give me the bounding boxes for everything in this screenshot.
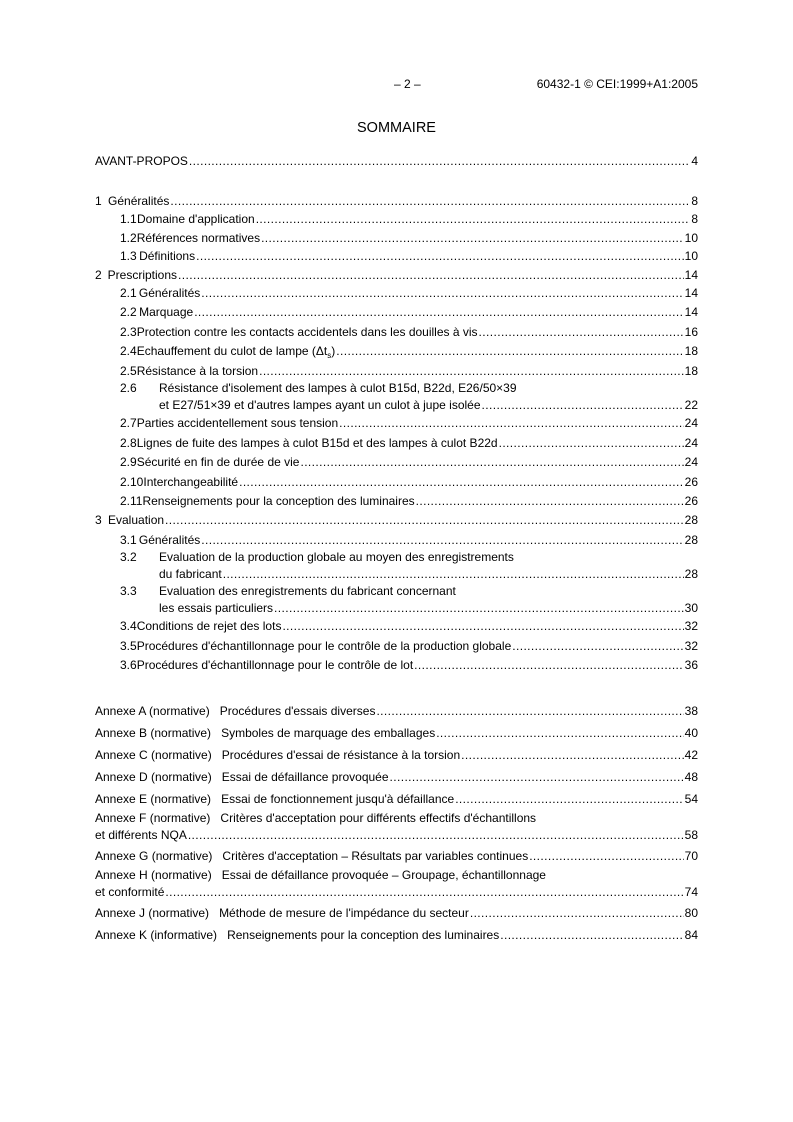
toc-entry-number: 2.2 — [120, 305, 137, 320]
toc-entry-3-1[interactable] — [95, 531, 698, 550]
toc-entry-label: Définitions — [139, 249, 196, 263]
toc-entry-label-cont: et conformité — [95, 885, 165, 900]
toc-entry-1-2[interactable] — [95, 229, 698, 248]
toc-entry-label — [95, 722, 435, 744]
toc-entry-label: Renseignements pour la conception des luminaires — [142, 494, 415, 509]
toc-entry-label: Généralités — [138, 286, 201, 300]
toc-entry-page: 24 — [684, 416, 698, 431]
toc-entry-label: Résistance d'isolement des lampes à culot B15d, B22d, E26/50×39 — [159, 380, 517, 395]
toc-entry-page: 42 — [684, 748, 698, 763]
toc-entry-1-3[interactable] — [95, 247, 698, 266]
toc-entry-label: Protection contre les contacts accidentels dans les douilles à vis — [136, 324, 478, 339]
toc-entry-number: 1.3 — [120, 249, 137, 263]
toc-annex-a[interactable] — [95, 700, 698, 722]
toc-annex-d[interactable] — [95, 766, 698, 788]
annex-title: Méthode de mesure de l'impédance du secteur — [219, 906, 469, 921]
toc-entry-number: 2.1 — [120, 286, 137, 300]
toc-entry-label — [137, 342, 336, 362]
page-number: – 2 – — [394, 77, 421, 91]
toc-entry-label: Procédures d'échantillonnage pour le contrôle de lot — [136, 657, 414, 672]
toc-entry-number: 3.5 — [120, 638, 137, 653]
annex-code: Annexe B (normative) — [95, 726, 212, 741]
page-header — [95, 77, 698, 93]
toc-entry-3-4[interactable] — [95, 617, 698, 636]
toc-entry-page: 32 — [684, 638, 698, 653]
annex-title: Critères d'acceptation pour différents effectifs d'échantillons — [220, 811, 537, 826]
page-title: SOMMAIRE — [357, 120, 436, 136]
toc-entry-label: Conditions de rejet des lots — [136, 619, 282, 634]
annex-code: Annexe F (normative) — [95, 811, 211, 826]
toc-section-2[interactable] — [95, 266, 698, 285]
toc-entry-2-4[interactable] — [95, 342, 698, 361]
annex-code: Annexe G (normative) — [95, 849, 213, 864]
toc-entry-2-7[interactable] — [95, 414, 698, 433]
toc-entry-label: Prescriptions — [107, 267, 178, 282]
toc-entry-label: Références normatives — [136, 230, 261, 245]
toc-entry-page: 28 — [684, 532, 698, 547]
toc-entry-label: Marquage — [139, 305, 194, 320]
toc-entry-2-11[interactable] — [95, 492, 698, 511]
annex-title: Critères d'acceptation – Résultats par variables continues — [222, 849, 529, 864]
toc-entry-label-end: ) — [331, 344, 336, 359]
toc-entry-page: 14 — [684, 267, 698, 282]
toc-entry-label: Procédures d'échantillonnage pour le contrôle de la production globale — [136, 638, 512, 653]
toc-entry-3-2[interactable] — [95, 565, 698, 584]
toc-entry-page: 80 — [684, 906, 698, 921]
toc-entry-label: Evaluation de la production globale au moyen des enregistrements — [159, 550, 514, 565]
toc-annex-e[interactable] — [95, 788, 698, 810]
toc-entry-page: 24 — [684, 455, 698, 470]
toc-entry-page: 36 — [684, 657, 698, 672]
toc-entry-label — [95, 788, 454, 810]
toc-entry-3-6[interactable] — [95, 656, 698, 675]
toc-section-3[interactable] — [95, 511, 698, 530]
toc-entry-label — [95, 744, 460, 766]
toc-entry-label: Généralités — [108, 193, 170, 208]
toc-entry-page: 18 — [684, 344, 698, 359]
toc-entry-3-3-first-line[interactable] — [95, 584, 698, 599]
toc-entry-label — [95, 766, 389, 788]
annex-title: Symboles de marquage des emballages — [221, 726, 436, 741]
toc-annex-f-first-line[interactable] — [95, 810, 698, 826]
annex-code: Annexe J (normative) — [95, 906, 210, 921]
annex-code: Annexe K (informative) — [95, 928, 218, 943]
toc-entry-label-text: Echauffement du culot de lampe (Δt — [136, 344, 328, 359]
toc-entry-label-cont: et différents NQA — [95, 828, 187, 843]
toc-entry-number: 3.6 — [120, 657, 137, 672]
toc-entry-2-3[interactable] — [95, 323, 698, 342]
toc-entry-number: 3.4 — [120, 619, 137, 634]
toc-entry-number: 2.10 — [120, 474, 144, 489]
toc-entry-label-cont: et E27/51×39 et d'autres lampes ayant un culot à jupe isolée — [159, 397, 481, 412]
toc-entry-number: 2.8 — [120, 435, 137, 450]
toc-entry-2-8[interactable] — [95, 434, 698, 453]
toc-entry-2-6[interactable] — [95, 396, 698, 415]
toc-entry-2-5[interactable] — [95, 362, 698, 381]
toc-entry-page: 54 — [684, 792, 698, 807]
toc-entry-page: 26 — [684, 474, 698, 489]
toc-entry-page: 48 — [684, 770, 698, 785]
toc-annex-c[interactable] — [95, 744, 698, 766]
toc-entry-2-10[interactable] — [95, 473, 698, 492]
toc-entry-number: 2.6 — [120, 380, 137, 395]
toc-entry-3-3[interactable] — [95, 599, 698, 618]
toc-entry-number: 1.2 — [120, 230, 137, 245]
toc-entry-page: 58 — [684, 828, 698, 843]
annex-title: Essai de défaillance provoquée – Groupage, échantillonnage — [221, 868, 546, 883]
toc-annex-b[interactable] — [95, 722, 698, 744]
toc-section-1[interactable] — [95, 192, 698, 211]
toc-entry-3-5[interactable] — [95, 637, 698, 656]
toc-entry-page: 22 — [684, 397, 698, 412]
toc-entry-2-2[interactable] — [95, 303, 698, 322]
toc-entry-page: 10 — [684, 249, 698, 263]
toc-entry-label: Evaluation — [108, 513, 165, 528]
annex-title: Essai de fonctionnement jusqu'à défaillance — [221, 792, 455, 807]
toc-entry-label-cont: du fabricant — [159, 567, 222, 582]
annex-code: Annexe C (normative) — [95, 748, 212, 763]
toc-entry-page: 24 — [684, 435, 698, 450]
toc-entry-label: Interchangeabilité — [143, 474, 239, 489]
toc-entry-2-9[interactable] — [95, 453, 698, 472]
toc-entry-label: AVANT-PROPOS — [95, 154, 188, 168]
toc-entry-label: Sécurité en fin de durée de vie — [136, 455, 300, 470]
toc-entry-2-6-first-line[interactable] — [95, 381, 698, 396]
toc-entry-label: Domaine d'application — [137, 212, 255, 226]
subscript: s — [327, 351, 332, 361]
toc-entry-label: Parties accidentellement sous tension — [136, 416, 339, 431]
toc-entry-page: 32 — [684, 619, 698, 634]
table-of-contents — [95, 152, 698, 946]
toc-entry-label-cont: les essais particuliers — [159, 600, 274, 615]
annex-title: Essai de défaillance provoquée — [221, 770, 389, 785]
toc-annex-j[interactable] — [95, 902, 698, 924]
annex-title: Procédures d'essais diverses — [219, 704, 376, 719]
toc-entry-page: 18 — [684, 363, 698, 378]
annex-code: Annexe D (normative) — [95, 770, 212, 785]
toc-annex-g[interactable] — [95, 845, 698, 867]
annex-title: Renseignements pour la conception des luminaires — [227, 928, 500, 943]
toc-entry-number: 2.4 — [120, 344, 137, 359]
toc-entry-label — [95, 845, 528, 867]
toc-entry-number: 3.2 — [120, 550, 137, 565]
toc-entry-number: 2.3 — [120, 324, 137, 339]
toc-entry-page: 84 — [684, 928, 698, 943]
toc-entry-page: 40 — [684, 726, 698, 741]
toc-entry-label — [95, 924, 499, 946]
toc-entry-page: 14 — [684, 286, 698, 300]
toc-entry-page: 70 — [684, 849, 698, 864]
toc-entry-page: 4 — [691, 154, 698, 168]
toc-section-number: 1 — [95, 193, 102, 208]
toc-entry-number: 3.3 — [120, 583, 137, 598]
toc-entry-foreword[interactable] — [95, 152, 698, 171]
toc-entry-page: 8 — [691, 212, 698, 226]
toc-entry-page: 28 — [684, 513, 698, 528]
toc-annex-k[interactable] — [95, 924, 698, 946]
toc-annex-h[interactable] — [95, 883, 698, 902]
toc-entry-page: 38 — [684, 704, 698, 719]
toc-entry-label: Evaluation des enregistrements du fabricant concernant — [159, 583, 456, 598]
toc-entry-page: 8 — [691, 193, 698, 208]
toc-annex-f[interactable] — [95, 826, 698, 845]
toc-entry-number: 3.1 — [120, 532, 137, 547]
toc-entry-page: 14 — [684, 305, 698, 320]
toc-entry-label: Lignes de fuite des lampes à culot B15d et des lampes à culot B22d — [136, 435, 498, 450]
toc-entry-label — [95, 902, 469, 924]
toc-entry-number: 2.9 — [120, 455, 137, 470]
toc-entry-number: 2.5 — [120, 363, 137, 378]
toc-entry-number: 2.11 — [120, 494, 143, 509]
toc-entry-number: 2.7 — [120, 416, 137, 431]
toc-entry-1-1[interactable] — [95, 210, 698, 229]
annex-code: Annexe E (normative) — [95, 792, 212, 807]
toc-annex-h-first-line[interactable] — [95, 867, 698, 883]
toc-entry-page: 30 — [684, 600, 698, 615]
annex-code: Annexe H (normative) — [95, 868, 212, 883]
toc-entry-label — [95, 700, 375, 722]
toc-entry-label: Résistance à la torsion — [136, 363, 259, 378]
toc-section-number: 3 — [95, 513, 102, 528]
toc-entry-2-1[interactable] — [95, 284, 698, 303]
toc-entry-page: 28 — [684, 567, 698, 582]
toc-entry-label: Généralités — [138, 532, 201, 547]
toc-entry-page: 74 — [684, 885, 698, 900]
toc-entry-page: 16 — [684, 324, 698, 339]
toc-entry-3-2-first-line[interactable] — [95, 550, 698, 565]
toc-entry-number: 1.1 — [120, 212, 137, 226]
toc-entry-page: 26 — [684, 494, 698, 509]
annex-code: Annexe A (normative) — [95, 704, 210, 719]
annex-title: Procédures d'essai de résistance à la torsion — [221, 748, 461, 763]
document-reference: 60432-1 © CEI:1999+A1:2005 — [536, 77, 698, 91]
toc-section-number: 2 — [95, 267, 102, 282]
toc-entry-page: 10 — [684, 230, 698, 245]
